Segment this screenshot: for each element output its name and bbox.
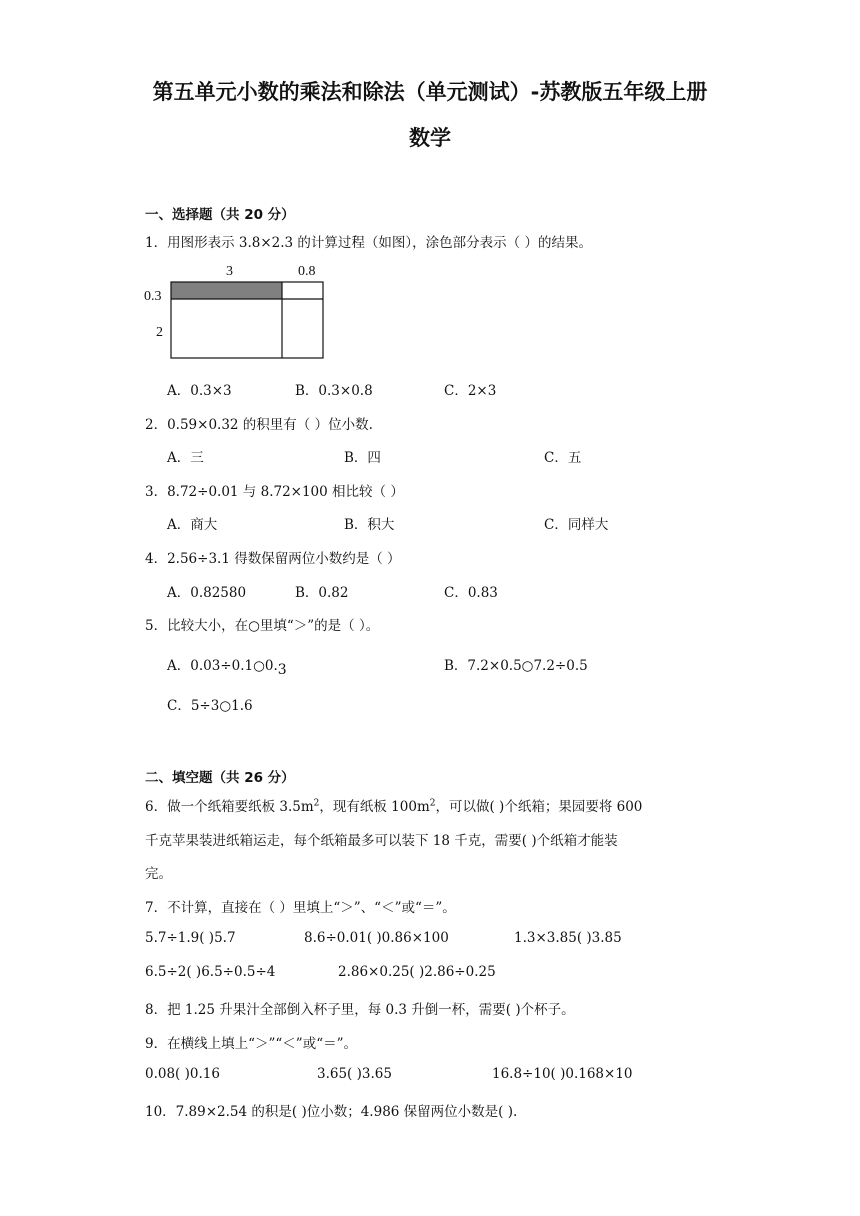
question-7-stem: 7．不计算，直接在（ ）里填上“＞”、“＜”或“＝”。: [145, 900, 456, 916]
question-10-stem: 10．7.89×2.54 的积是( )位小数；4.986 保留两位小数是( ).: [145, 1104, 518, 1120]
q5-option-a[interactable]: [167, 654, 287, 678]
question-6-line2: 千克苹果装进纸箱运走，每个纸箱最多可以装下 18 千克，需要( )个纸箱才能装: [145, 833, 618, 849]
page-title-line2: 数学: [409, 126, 451, 150]
question-5-stem: 5．比较大小，在○里填“＞”的是（ ）。: [145, 618, 380, 634]
q3-option-c[interactable]: C．同样大: [544, 517, 609, 533]
q5-option-a-text: A．0.03÷0.1○0.: [167, 658, 278, 674]
question-6-line1: [145, 795, 642, 815]
q4-option-c[interactable]: C．0.83: [444, 585, 498, 601]
q1-area-model-figure: [140, 258, 340, 368]
q7-item-2: 8.6÷0.01( )0.86×100: [304, 930, 449, 946]
question-9-stem: 9．在横线上填上“＞”“＜”或“＝”。: [145, 1036, 357, 1052]
page-title-line1: 第五单元小数的乘法和除法（单元测试）-苏教版五年级上册: [152, 80, 708, 104]
q3-option-a[interactable]: A．商大: [167, 517, 218, 533]
q5-option-a-repeating-digit: 3: [277, 662, 287, 678]
q1-option-a[interactable]: A．0.3×3: [167, 383, 232, 399]
q7-item-3: 1.3×3.85( )3.85: [514, 930, 622, 946]
q7-item-4: 6.5÷2( )6.5÷0.5÷4: [145, 964, 276, 980]
q2-option-c[interactable]: C．五: [544, 450, 582, 466]
question-6-line3: 完。: [145, 866, 172, 882]
q9-item-2: 3.65( )3.65: [317, 1066, 392, 1082]
q2-option-a[interactable]: A．三: [167, 450, 204, 466]
q6-text-part3: ，可以做( )个纸箱；果园要将 600: [435, 799, 643, 815]
q1-option-c[interactable]: C．2×3: [444, 383, 497, 399]
figure-label-0.3: 0.3: [144, 289, 162, 304]
question-8-stem: 8．把 1.25 升果汁全部倒入杯子里，每 0.3 升倒一杯，需要( )个杯子。: [145, 1002, 575, 1018]
q4-option-a[interactable]: A．0.82580: [167, 585, 247, 601]
q3-option-b[interactable]: B．积大: [344, 517, 395, 533]
question-3-stem: 3．8.72÷0.01 与 8.72×100 相比较（ ）: [145, 484, 404, 500]
q6-text-part1: 6．做一个纸箱要纸板 3.5m: [145, 799, 314, 815]
q9-item-3: 16.8÷10( )0.168×10: [492, 1066, 633, 1082]
q6-superscript-2: 2: [429, 798, 436, 809]
q7-item-1: 5.7÷1.9( )5.7: [145, 930, 236, 946]
q1-option-b[interactable]: B．0.3×0.8: [295, 383, 373, 399]
question-2-stem: 2．0.59×0.32 的积里有（ ）位小数.: [145, 417, 373, 433]
figure-label-3: 3: [226, 264, 233, 279]
q2-option-b[interactable]: B．四: [344, 450, 381, 466]
figure-label-2: 2: [156, 325, 163, 340]
q5-option-c[interactable]: C．5÷3○1.6: [167, 698, 253, 714]
q5-option-b[interactable]: B．7.2×0.5○7.2÷0.5: [444, 658, 588, 674]
q4-option-b[interactable]: B．0.82: [295, 585, 349, 601]
q9-item-1: 0.08( )0.16: [145, 1066, 220, 1082]
figure-label-0.8: 0.8: [298, 264, 316, 279]
section-heading-choice: 一、选择题（共 20 分）: [145, 207, 295, 223]
section-heading-fill-in: 二、填空题（共 26 分）: [145, 770, 295, 786]
q7-item-5: 2.86×0.25( )2.86÷0.25: [338, 964, 496, 980]
figure-shaded-region: [171, 282, 282, 299]
q6-text-part2: ，现有纸板 100m: [319, 799, 430, 815]
q6-superscript-1: 2: [313, 798, 320, 809]
question-1-stem: 1．用图形表示 3.8×2.3 的计算过程（如图），涂色部分表示（ ）的结果。: [145, 235, 592, 251]
question-4-stem: 4．2.56÷3.1 得数保留两位小数约是（ ）: [145, 551, 401, 567]
